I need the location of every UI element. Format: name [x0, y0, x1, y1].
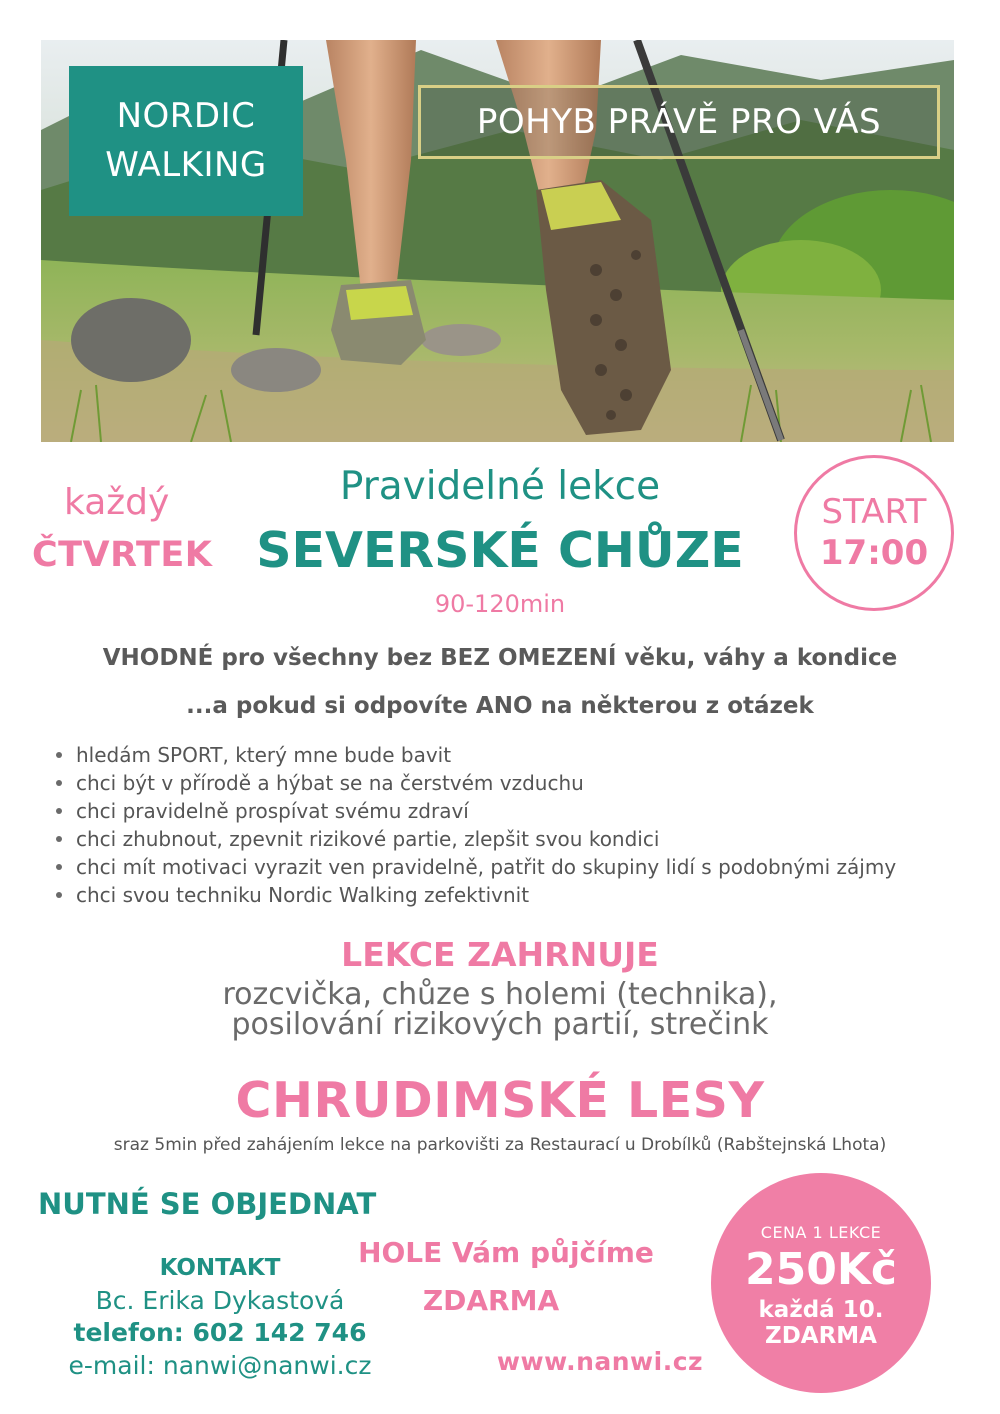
suitability-statement: VHODNÉ pro všechny bez BEZ OMEZENÍ věku, váhy a kondice [102, 645, 898, 671]
includes-heading: LEKCE ZAHRNUJE [341, 935, 659, 974]
includes-line-2: posilování rizikových partií, strečink [231, 1007, 769, 1042]
list-item: chci zhubnout, zpevnit rizikové partie, zlepšit svou kondici [52, 825, 896, 853]
list-item: chci být v přírodě a hýbat se na čerstvém vzduchu [52, 769, 896, 797]
start-time-circle [794, 455, 954, 611]
price-note-line-2: ZDARMA [765, 1323, 877, 1349]
price-value: 250Kč [744, 1244, 898, 1295]
list-item: chci svou techniku Nordic Walking zefektivnit [52, 881, 896, 909]
booking-required: NUTNÉ SE OBJEDNAT [38, 1187, 377, 1221]
poles-offer-line-1: HOLE Vám půjčíme [358, 1236, 654, 1269]
start-label: START [821, 492, 927, 533]
price-badge [711, 1173, 931, 1393]
day-name: ČTVRTEK [32, 535, 213, 575]
list-item: chci pravidelně prospívat svému zdraví [52, 797, 896, 825]
contact-phone[interactable]: telefon: 602 142 746 [73, 1318, 367, 1347]
list-item: chci mít motivaci vyrazit ven pravidelně, patřit do skupiny lidí s podobnými zájmy [52, 853, 896, 881]
start-time: 17:00 [819, 533, 929, 573]
contact-heading: KONTAKT [159, 1255, 281, 1281]
tagline-banner [418, 85, 940, 159]
questions-intro: ...a pokud si odpovíte ANO na některou z otázek [186, 693, 814, 719]
website-link[interactable]: www.nanwi.cz [496, 1347, 704, 1376]
tagline-text: POHYB PRÁVĚ PRO VÁS [476, 102, 882, 142]
nordic-walking-badge [69, 66, 303, 216]
price-label: CENA 1 LEKCE [760, 1223, 882, 1242]
question-list [52, 741, 896, 909]
poles-offer-line-2: ZDARMA [422, 1284, 560, 1317]
price-note-line-1: každá 10. [758, 1297, 884, 1323]
includes-line-1: rozcvička, chůze s holemi (technika), [222, 977, 778, 1012]
badge-line-1: NORDIC [116, 95, 256, 136]
lesson-subtitle: Pravidelné lekce [339, 464, 661, 509]
location-name: CHRUDIMSKÉ LESY [235, 1072, 765, 1129]
badge-line-2: WALKING [105, 145, 267, 185]
contact-name: Bc. Erika Dykastová [95, 1286, 345, 1315]
contact-email[interactable]: e-mail: nanwi@nanwi.cz [68, 1351, 372, 1380]
meeting-point: sraz 5min před zahájením lekce na parkovišti za Restaurací u Drobílků (Rabštejnská Lhota) [113, 1135, 887, 1155]
lesson-duration: 90-120min [434, 590, 566, 618]
list-item: hledám SPORT, který mne bude bavit [52, 741, 896, 769]
lesson-title: SEVERSKÉ CHŮZE [256, 522, 744, 579]
day-prefix: každý [64, 482, 170, 523]
